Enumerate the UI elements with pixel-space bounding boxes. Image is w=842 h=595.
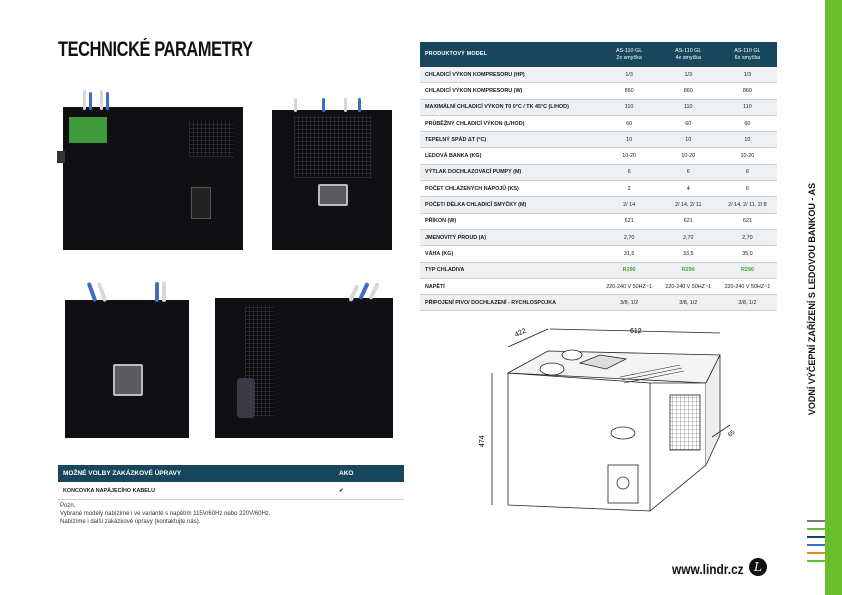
color-stripes <box>807 520 825 568</box>
product-photo-side <box>65 300 189 438</box>
table-row <box>420 67 777 83</box>
options-header-value: AKO <box>334 465 404 482</box>
model-column <box>659 42 718 67</box>
spec-value: R290 <box>600 262 659 278</box>
table-row <box>420 99 777 115</box>
table-row <box>420 181 777 197</box>
spec-value: 3/8, 1/2 <box>600 295 659 311</box>
spec-label: CHLADICÍ VÝKON KOMPRESORU (HP) <box>420 67 600 83</box>
spec-label: TYP CHLADIVA <box>420 262 600 278</box>
spec-table <box>420 42 777 311</box>
spec-value: 110 <box>600 99 659 115</box>
table-row <box>420 115 777 131</box>
spec-label: VÁHA (KG) <box>420 246 600 262</box>
spec-value: 220-240 V 50HZ~1 <box>718 278 777 294</box>
spec-label: CHLADICÍ VÝKON KOMPRESORU (W) <box>420 83 600 99</box>
model-loop: 4x smyčka <box>675 54 701 61</box>
stripe <box>807 536 825 538</box>
spec-value: 3/8, 1/2 <box>659 295 718 311</box>
model-name: AS-110 GL <box>615 47 643 54</box>
page-title: TECHNICKÉ PARAMETRY <box>58 38 253 61</box>
spec-value: 31,5 <box>600 246 659 262</box>
stripe <box>807 560 825 562</box>
spec-label: VÝTLAK DOCHLAZOVACÍ PUMPY (M) <box>420 164 600 180</box>
table-row <box>420 197 777 213</box>
hose <box>322 98 325 112</box>
product-photo-rear <box>272 110 392 250</box>
spec-value: 621 <box>659 213 718 229</box>
spec-value: 1/3 <box>718 67 777 83</box>
spec-value: 1/3 <box>600 67 659 83</box>
table-row <box>420 262 777 278</box>
hose <box>162 282 166 302</box>
spec-value: 2,70 <box>659 229 718 245</box>
spec-label: JMENOVITÝ PROUD (A) <box>420 229 600 245</box>
accent-side-bar <box>825 0 842 595</box>
stripe <box>807 552 825 554</box>
model-name: AS-110 GL <box>734 47 761 54</box>
spec-value: 2 <box>600 181 659 197</box>
spec-value: 2,70 <box>718 229 777 245</box>
product-label <box>69 117 107 143</box>
table-row <box>420 164 777 180</box>
table-row <box>420 295 777 311</box>
model-name: AS-110 GL <box>675 47 702 54</box>
spec-label: LEDOVÁ BANKA (KG) <box>420 148 600 164</box>
control-panel <box>191 187 211 219</box>
carry-handle <box>318 184 348 206</box>
model-loop: 2x smyčka <box>616 54 642 61</box>
table-row <box>420 229 777 245</box>
spec-label: MAXIMÁLNÍ CHLADICÍ VÝKON T0 0°C / TK 45°C (L/HOD) <box>420 99 600 115</box>
spec-value: 33,5 <box>659 246 718 262</box>
stripe <box>807 544 825 546</box>
stripe <box>807 528 825 530</box>
spec-value: 110 <box>659 99 718 115</box>
spec-value: 10-20 <box>718 148 777 164</box>
spec-value: R290 <box>659 262 718 278</box>
spec-value: 3/8, 1/2 <box>718 295 777 311</box>
spec-value: 10 <box>718 132 777 148</box>
spec-value: 860 <box>659 83 718 99</box>
spec-label: PŘÍKON (W) <box>420 213 600 229</box>
product-photo-open <box>215 298 393 438</box>
hose <box>83 90 86 110</box>
spec-value: 2/ 14 <box>600 197 659 213</box>
notes-title: Pozn. <box>60 503 76 509</box>
notes <box>60 502 270 526</box>
spec-value: 220-240 V 50HZ~1 <box>600 278 659 294</box>
hose <box>358 98 361 112</box>
spec-value: 860 <box>718 83 777 99</box>
table-row <box>420 132 777 148</box>
product-photo-front <box>63 107 243 250</box>
spec-header-row <box>420 42 777 67</box>
hose <box>344 98 347 112</box>
spec-value: 2/ 14, 2/ 11 <box>659 197 718 213</box>
hose <box>106 92 109 110</box>
spec-value: 6 <box>659 164 718 180</box>
spec-value: 35,0 <box>718 246 777 262</box>
spec-label: NAPĚTÍ <box>420 278 600 294</box>
options-header-row <box>58 465 404 482</box>
spec-value: 220-240 V 50HZ~1 <box>659 278 718 294</box>
spec-label: PŘIPOJENÍ PIVO/ DOCHLAZENÍ - RYCHLOSPOJKA <box>420 295 600 311</box>
vent-grill <box>294 116 372 178</box>
spec-value: 6 <box>600 164 659 180</box>
hose <box>100 90 103 110</box>
vertical-section-title: VODNÍ VÝČEPNÍ ZAŘÍZENÍ S LEDOVOU BANKOU - AS <box>807 182 817 416</box>
spec-value: 2,70 <box>600 229 659 245</box>
dimension-width: 612 <box>630 328 642 335</box>
carry-handle <box>113 364 143 396</box>
spec-label: POČET/ DÉLKA CHLADICÍ SMYČKY (M) <box>420 197 600 213</box>
spec-value: 2/ 14, 2/ 11, 2/ 8 <box>718 197 777 213</box>
spec-value: 4 <box>659 181 718 197</box>
spec-value: 10 <box>600 132 659 148</box>
notes-line: Vybrané modely nabízíme i ve variantě s napětím 115V/60Hz nebo 220V/60Hz. <box>60 511 271 517</box>
options-header-label: MOŽNÉ VOLBY ZAKÁZKOVÉ ÚPRAVY <box>58 465 334 482</box>
stripe <box>807 520 825 522</box>
table-row <box>420 278 777 294</box>
spec-value: 60 <box>600 115 659 131</box>
dimension-depth: 422 <box>513 327 528 339</box>
dimension-height: 474 <box>479 435 486 447</box>
spec-value: 621 <box>600 213 659 229</box>
options-table <box>58 465 404 500</box>
spec-value: R290 <box>718 262 777 278</box>
spec-label: TEPELNÝ SPÁD ΔT (°C) <box>420 132 600 148</box>
logo-icon: L <box>749 558 767 576</box>
option-label: KONCOVKA NAPÁJECÍHO KABELU <box>58 482 334 500</box>
table-row <box>420 246 777 262</box>
spec-value: 6 <box>718 181 777 197</box>
spec-value: 6 <box>718 164 777 180</box>
check-icon: ✔ <box>334 482 404 500</box>
compressor <box>237 378 255 418</box>
hose <box>155 282 159 302</box>
spec-value: 10-20 <box>600 148 659 164</box>
hose <box>294 98 297 112</box>
spec-value: 1/3 <box>659 67 718 83</box>
spec-label: PRŮBĚŽNÝ CHLADICÍ VÝKON (L/HOD) <box>420 115 600 131</box>
model-loop: 6x smyčka <box>734 54 761 61</box>
spec-value: 621 <box>718 213 777 229</box>
spec-value: 10-20 <box>659 148 718 164</box>
spec-value: 860 <box>600 83 659 99</box>
spec-value: 10 <box>659 132 718 148</box>
footer-url[interactable]: www.lindr.cz <box>672 561 744 577</box>
technical-drawing <box>480 325 760 520</box>
table-row <box>420 83 777 99</box>
spec-value: 110 <box>718 99 777 115</box>
spec-value: 60 <box>718 115 777 131</box>
notes-line: Nabízíme i další zakázkové úpravy (kontaktujte nás). <box>60 519 201 525</box>
spec-value: 60 <box>659 115 718 131</box>
table-row <box>420 148 777 164</box>
model-column <box>600 42 659 67</box>
hose <box>89 92 92 110</box>
side-switch <box>57 151 65 163</box>
spec-header-label: PRODUKTOVÝ MODEL <box>420 42 600 67</box>
model-column <box>718 42 777 67</box>
spec-label: POČET CHLAZENÝCH NÁPOJŮ (KS) <box>420 181 600 197</box>
table-row <box>58 482 404 500</box>
dimension-small: 65 <box>727 429 737 439</box>
table-row <box>420 213 777 229</box>
vent-grill <box>189 121 233 157</box>
